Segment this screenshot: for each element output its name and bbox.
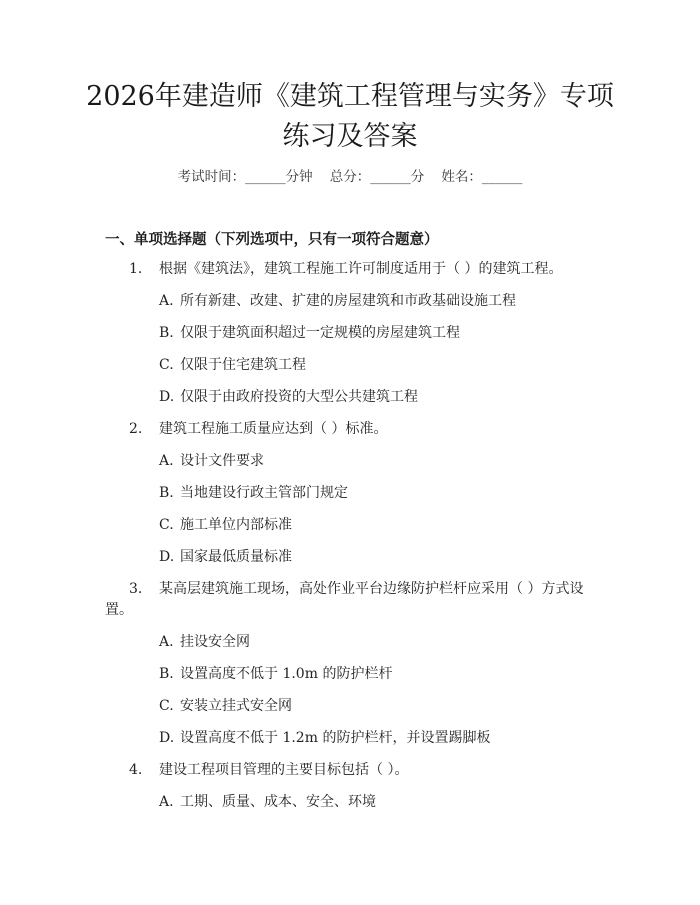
question-3-option-a <box>159 631 250 653</box>
question-number: 4. <box>129 762 143 778</box>
option-text: 工期、质量、成本、安全、环境 <box>180 794 376 810</box>
option-text: 挂设安全网 <box>180 634 250 650</box>
question-1-option-a <box>159 290 516 312</box>
question-2-option-b <box>159 482 348 504</box>
option-text: 所有新建、改建、扩建的房屋建筑和市政基础设施工程 <box>180 293 516 309</box>
question-number: 1. <box>129 261 143 277</box>
question-3-option-b <box>159 663 392 685</box>
question-text: 建设工程项目管理的主要目标包括（ ）。 <box>159 762 409 778</box>
option-label: A. <box>159 453 174 469</box>
option-label: C. <box>159 517 174 533</box>
document-title-line-1: 2026年建造师《建筑工程管理与实务》专项 <box>86 81 614 112</box>
option-text: 仅限于住宅建筑工程 <box>180 357 306 373</box>
question-3-option-d <box>159 727 490 749</box>
question-text: 根据《建筑法》，建筑工程施工许可制度适用于（ ）的建筑工程。 <box>159 261 563 277</box>
question-number: 3. <box>129 581 143 597</box>
option-label: D. <box>159 549 175 565</box>
option-text: 设置高度不低于 1.0m 的防护栏杆 <box>180 666 393 682</box>
question-2 <box>129 418 387 440</box>
question-4-option-a <box>159 791 376 813</box>
option-label: C. <box>159 357 174 373</box>
question-2-option-d <box>159 546 292 568</box>
option-label: D. <box>159 389 175 405</box>
question-1-option-b <box>159 322 460 344</box>
question-2-option-c <box>159 514 292 536</box>
question-4 <box>129 759 408 781</box>
option-label: D. <box>159 730 175 746</box>
question-1 <box>129 258 562 280</box>
option-text: 国家最低质量标准 <box>180 549 292 565</box>
option-text: 设计文件要求 <box>180 453 264 469</box>
exam-info: 考试时间：______分钟 总分：______分 姓名：______ <box>177 169 523 185</box>
question-text: 建筑工程施工质量应达到（ ）标准。 <box>159 421 388 437</box>
question-number: 2. <box>129 421 143 437</box>
option-label: C. <box>159 698 174 714</box>
question-3-continuation: 置。 <box>105 602 133 618</box>
document-title-line-2: 练习及答案 <box>282 121 418 152</box>
option-text: 仅限于由政府投资的大型公共建筑工程 <box>180 389 418 405</box>
option-label: B. <box>159 485 174 501</box>
question-text: 某高层建筑施工现场，高处作业平台边缘防护栏杆应采用（ ）方式设 <box>159 581 584 597</box>
question-1-option-d <box>159 386 418 408</box>
option-label: A. <box>159 634 174 650</box>
option-label: B. <box>159 325 174 341</box>
option-text: 设置高度不低于 1.2m 的防护栏杆，并设置踢脚板 <box>180 730 491 746</box>
option-label: A. <box>159 794 174 810</box>
option-text: 当地建设行政主管部门规定 <box>180 485 348 501</box>
option-text: 施工单位内部标准 <box>180 517 292 533</box>
section-heading: 一、单项选择题（下列选项中，只有一项符合题意） <box>105 231 439 248</box>
question-3-option-c <box>159 695 292 717</box>
question-3 <box>129 578 583 600</box>
question-1-option-c <box>159 354 306 376</box>
option-text: 安装立挂式安全网 <box>180 698 292 714</box>
option-label: B. <box>159 666 174 682</box>
option-text: 仅限于建筑面积超过一定规模的房屋建筑工程 <box>180 325 460 341</box>
question-2-option-a <box>159 450 264 472</box>
option-label: A. <box>159 293 174 309</box>
